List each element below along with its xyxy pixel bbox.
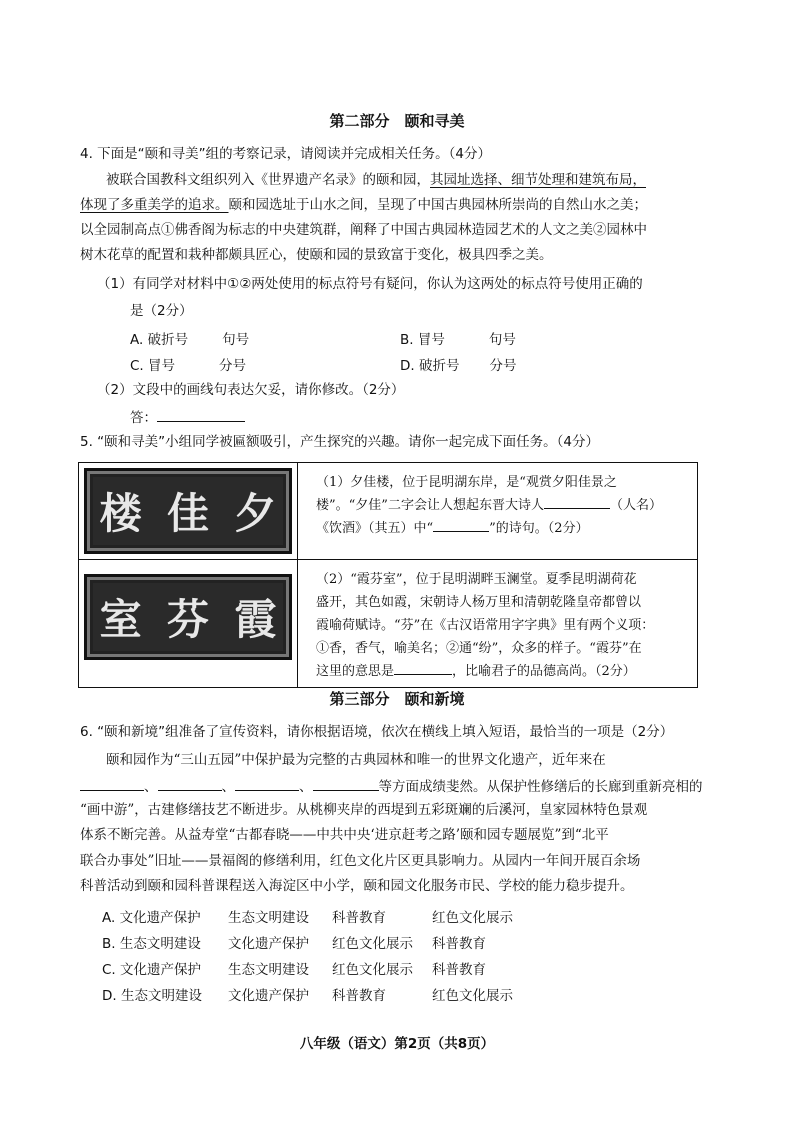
poem-line-blank[interactable] [433,517,489,532]
q5-sub2-line: 盛开，其色如霞，宋朝诗人杨万里和清朝乾隆皇帝都曾以 [316,595,642,610]
q4-passage-line2 [80,196,647,214]
q6-passage-line3: “画中游”，古建修缮技艺不断进步。从桃柳夹岸的西堤到五彩斑斓的后溪河，皇家园林特色景观 [80,802,648,818]
q5-sub1-line: 楼”。“夕佳”二字会让人想起东晋大诗人 （人名） [316,494,687,517]
plaque-cell-1 [79,463,298,560]
plaque-text-2 [298,560,698,688]
q6-passage-line5: 联合办事处”旧址——景福阁的修缮利用，红色文化片区更具影响力。从园内一年间开展百余场 [80,853,641,869]
q6-choice-b[interactable]: B. 生态文明建设 文化遗产保护 红色文化展示 科普教育 [102,936,486,952]
q5-sub1-line: （1）夕佳楼，位于昆明湖东岸，是“观赏夕阳佳景之 [316,475,617,490]
q4-underlined-sentence: 体现了多重美学的追求。 [80,197,229,213]
q4-passage-line4: 树木花草的配置和栽种都颇具匠心，使颐和园的景致富于变化，极具四季之美。 [80,247,553,263]
q4-passage-line3: 以全园制高点①佛香阁为标志的中央建筑群，阐释了中国古典园林造园艺术的人文之美②园林中 [80,222,647,238]
q5-sub2-line: 这里的意思是 ，比喻君子的品德高尚。（2分） [316,660,687,683]
poet-name-blank[interactable] [544,494,610,509]
part2-title: 第二部分 颐和寻美 [329,112,465,130]
plaque-cell-2 [79,560,298,688]
meaning-blank[interactable] [394,660,452,675]
q4-option-a[interactable]: A. 破折号 句号 [130,332,250,348]
plaque-xiafenshi-image [84,574,292,660]
plaque-table [78,462,698,688]
q5-sub1-line: 《饮酒》（其五）中“ ”的诗句。（2分） [316,517,687,540]
q5-sub2-line: ①香，香气，喻美名；②通“纷”，众多的样子。“霞芬”在 [316,641,642,656]
plaque-xijialou-image [84,468,292,554]
q5-sub2-line: （2）“霞芬室”，位于昆明湖畔玉澜堂。夏季昆明湖荷花 [316,572,637,587]
plaque-text-1 [298,463,698,560]
q4-passage-line1 [106,171,646,189]
q4-sub1-cont: 是（2分） [130,303,193,319]
q4-passage-text: 颐和园选址于山水之间，呈现了中国古典园林所崇尚的自然山水之美； [228,197,647,213]
answer-label: 答： [130,410,157,426]
q4-underlined-sentence: 其园址选择、细节处理和建筑布局， [430,172,646,188]
fill-blank-1[interactable] [80,776,144,791]
plaque-char: 芬 [166,595,209,644]
fill-blank-3[interactable] [235,776,299,791]
q4-answer-line[interactable] [130,407,245,427]
q4-sub1: （1）有同学对材料中①②两处使用的标点符号有疑问，你认为这两处的标点符号使用正确的 [97,276,643,292]
q4-option-c[interactable]: C. 冒号 分号 [130,358,247,374]
q6-choice-c[interactable]: C. 文化遗产保护 生态文明建设 红色文化展示 科普教育 [102,962,486,978]
q4-option-b[interactable]: B. 冒号 句号 [400,332,516,348]
fill-blank-4[interactable] [313,776,379,791]
q6-passage-line1: 颐和园作为“三山五园”中保护最为完整的古典园林和唯一的世界文化遗产，近年来在 [106,752,606,768]
page-footer: 八年级（语文）第2页（共8页） [299,1036,495,1052]
plaque-char: 夕 [234,489,277,538]
q6-passage-line2: 、 、 、 等方面成绩斐然。从保护性修缮后的长廊到重新亮相的 [80,776,703,796]
q4-stem: 4. 下面是“颐和寻美”组的考察记录，请阅读并完成相关任务。（4分） [80,146,491,162]
plaque-char: 霞 [234,595,277,644]
plaque-char: 佳 [166,489,209,538]
q6-choice-d[interactable]: D. 生态文明建设 文化遗产保护 科普教育 红色文化展示 [102,988,513,1004]
plaque-char: 室 [99,595,142,644]
q6-choice-a[interactable]: A. 文化遗产保护 生态文明建设 科普教育 红色文化展示 [102,910,513,926]
answer-blank[interactable] [157,407,245,422]
q6-stem: 6. “颐和新境”组准备了宣传资料，请你根据语境，依次在横线上填入短语，最恰当的一项是（2分） [80,724,674,740]
part3-title: 第三部分 颐和新境 [329,690,465,708]
q4-sub2: （2）文段中的画线句表达欠妥，请你修改。（2分） [97,382,405,398]
q6-passage-line4: 体系不断完善。从益寿堂“古都春晓——中共中央‘进京赶考之路’颐和园专题展览”到“北平 [80,827,609,843]
q5-sub2-line: 霞喻荷赋诗。“芬”在《古汉语常用字字典》里有两个义项： [316,618,655,633]
fill-blank-2[interactable] [158,776,222,791]
q5-stem: 5. “颐和寻美”小组同学被匾额吸引，产生探究的兴趣。请你一起完成下面任务。（4分） [80,434,599,450]
plaque-char: 楼 [99,489,142,538]
q6-passage-line6: 科普活动到颐和园科普课程送入海淀区中小学，颐和园文化服务市民、学校的能力稳步提升。 [80,878,634,894]
q4-option-d[interactable]: D. 破折号 分号 [400,358,517,374]
q4-passage-text: 被联合国教科文组织列入《世界遗产名录》的颐和园， [106,172,430,188]
